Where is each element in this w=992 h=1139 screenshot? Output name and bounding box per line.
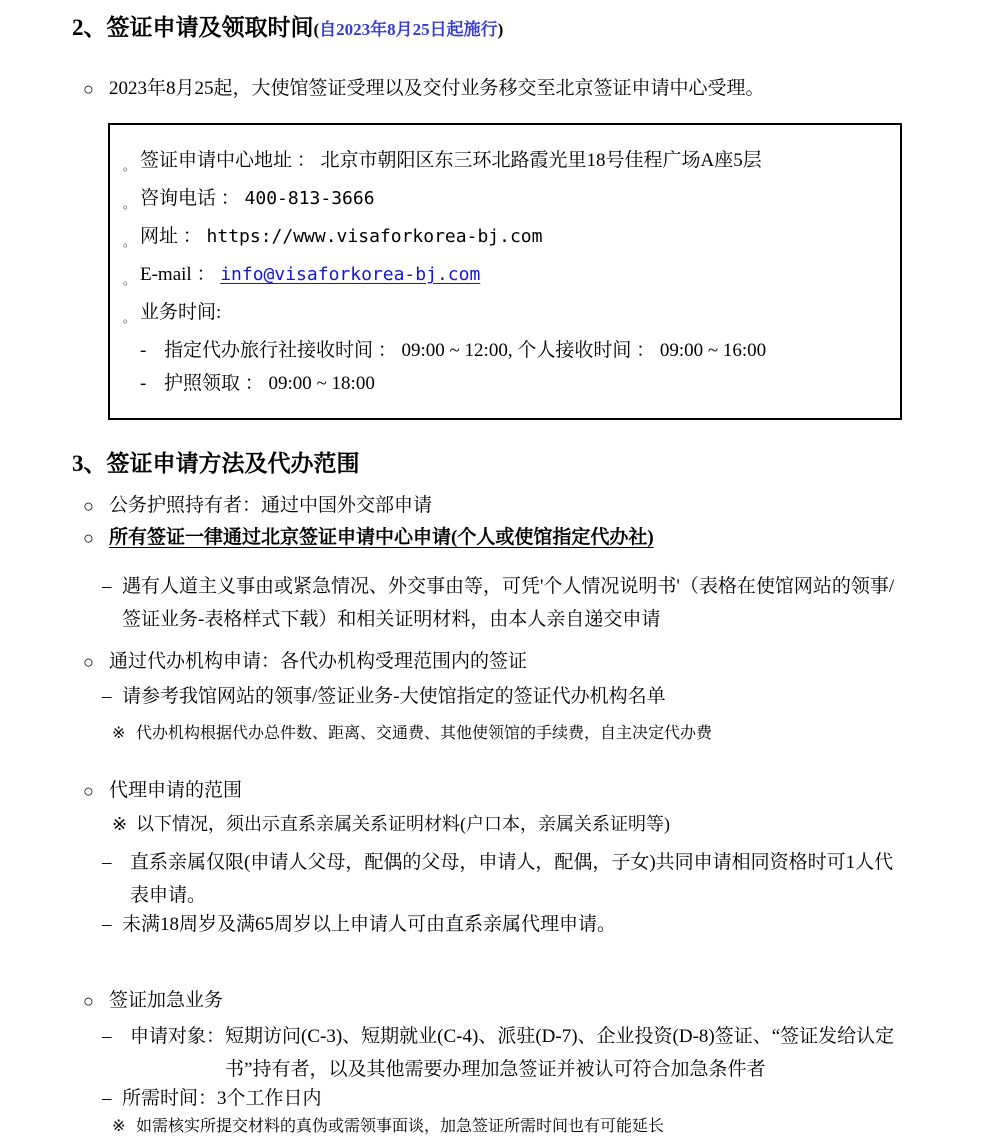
item-all-visa-text: 所有签证一律通过北京签证申请中心申请(个人或使馆指定代办社) <box>109 527 654 548</box>
item-express-target-label: 申请对象： <box>130 1026 226 1047</box>
item-agency-fee-note <box>112 722 910 746</box>
reference-mark-icon: ※ <box>112 1118 126 1135</box>
hours-line-2-text: 护照领取 ： 09:00 ~ 18:00 <box>164 373 375 394</box>
document-page <box>0 14 992 1135</box>
item-agency-fee-note-text: 代办机构根据代办总件数、距离、交通费、其他使领馆的手续费，自主决定代办费 <box>136 725 713 742</box>
dash-bullet-icon: – <box>102 576 112 597</box>
email-link[interactable]: info@visaforkorea-bj.com <box>220 264 481 285</box>
ideographic-bullet-icon: 。 <box>122 197 135 211</box>
dash-bullet-icon: – <box>102 1026 112 1047</box>
section-2-number: 2、 <box>72 15 107 40</box>
email-label: E-mail ： <box>140 264 221 285</box>
visa-center-info-box <box>108 123 902 420</box>
dash-bullet-icon: – <box>102 1088 112 1109</box>
address-label: 签证申请中心地址 ： <box>140 150 321 171</box>
section-3-title: 签证申请方法及代办范围 <box>106 451 360 476</box>
item-proxy-note-text: 以下情况，须出示直系亲属关系证明材料(户口本，亲属关系证明等) <box>136 814 670 834</box>
address-value: 北京市朝阳区东三环北路霞光里18号佳程广场A座5层 <box>320 150 762 171</box>
circle-bullet-icon: ○ <box>83 496 94 516</box>
note-paren-open: ( <box>313 20 320 39</box>
item-all-visa-detail <box>102 570 910 636</box>
circle-bullet-icon: ○ <box>83 652 94 672</box>
item-proxy-note <box>112 812 910 836</box>
intro-text: 2023年8月25起，大使馆签证受理以及交付业务移交至北京签证申请中心受理。 <box>109 78 765 99</box>
item-proxy-text: 代理申请的范围 <box>109 780 243 801</box>
info-box-email-line <box>118 265 882 290</box>
ideographic-bullet-icon: 。 <box>122 311 135 325</box>
item-proxy-family-text: 直系亲属仅限(申请人父母，配偶的父母，申请人，配偶，子女)共同申请相同资格时可1人代表申请。 <box>130 852 894 906</box>
item-proxy-age-text: 未满18周岁及满65周岁以上申请人可由直系亲属代理申请。 <box>122 914 617 935</box>
info-box-hours-line-2 <box>118 374 882 394</box>
item-agency-text: 通过代办机构申请：各代办机构受理范围内的签证 <box>109 651 528 672</box>
intro-line <box>83 77 910 101</box>
item-all-visa-detail-text: 遇有人道主义事由或紧急情况、外交事由等，可凭'个人情况说明书'（表格在使馆网站的领事/签证业务-表格样式下载）和相关证明材料，由本人亲自递交申请 <box>122 576 895 630</box>
circle-bullet-icon: ○ <box>83 528 94 548</box>
info-box-address-line <box>118 151 882 176</box>
item-express-time <box>102 1087 910 1111</box>
item-agency-ref-text: 请参考我馆网站的领事/签证业务-大使馆指定的签证代办机构名单 <box>122 686 666 707</box>
item-proxy-family <box>102 846 910 912</box>
dash-bullet-icon: - <box>140 340 147 361</box>
reference-mark-icon: ※ <box>112 725 126 742</box>
dash-bullet-icon: - <box>140 373 147 394</box>
phone-label: 咨询电话 ： <box>140 188 245 209</box>
website-value: https://www.visaforkorea-bj.com <box>206 226 543 247</box>
ideographic-bullet-icon: 。 <box>122 235 135 249</box>
info-box-hours-line-1 <box>118 341 882 361</box>
item-proxy <box>83 779 910 803</box>
website-label: 网址 ： <box>140 226 207 247</box>
ideographic-bullet-icon: 。 <box>122 273 135 287</box>
info-box-hours-label-line <box>118 303 882 328</box>
hours-line-1-text: 指定代办旅行社接收时间 ： 09:00 ~ 12:00, 个人接收时间 ： 09:00 ~ 16:00 <box>164 340 767 361</box>
item-agency-ref <box>102 685 910 709</box>
note-text: 自2023年8月25日起施行 <box>319 20 498 39</box>
reference-mark-icon: ※ <box>112 814 128 834</box>
item-express-time-text: 所需时间：3个工作日内 <box>122 1088 322 1109</box>
dash-bullet-icon: – <box>102 914 112 935</box>
dash-bullet-icon: – <box>102 852 112 873</box>
item-express-note-text: 如需核实所提交材料的真伪或需领事面谈，加急签证所需时间也有可能延长 <box>136 1118 665 1135</box>
info-box-phone-line <box>118 189 882 214</box>
hours-label: 业务时间: <box>140 302 222 323</box>
item-official-passport-text: 公务护照持有者：通过中国外交部申请 <box>109 495 433 516</box>
item-express-note <box>112 1115 910 1139</box>
item-express <box>83 989 910 1013</box>
section-3-number: 3、 <box>72 451 107 476</box>
ideographic-bullet-icon: 。 <box>122 159 135 173</box>
section-2-effective-note <box>314 20 504 39</box>
note-paren-close: ) <box>497 20 504 39</box>
circle-bullet-icon: ○ <box>83 79 94 99</box>
item-official-passport <box>83 494 910 518</box>
item-all-visa <box>83 526 910 550</box>
circle-bullet-icon: ○ <box>83 781 94 801</box>
dash-bullet-icon: – <box>102 686 112 707</box>
item-express-text: 签证加急业务 <box>109 990 224 1011</box>
section-3-heading <box>72 450 907 477</box>
item-express-target-text: 短期访问(C-3)、短期就业(C-4)、派驻(D-7)、企业投资(D-8)签证、“签证发给认定书”持有者，以及其他需要办理加急签证并被认可符合加急条件者 <box>225 1026 895 1080</box>
circle-bullet-icon: ○ <box>83 991 94 1011</box>
section-2-title: 签证申请及领取时间 <box>106 15 314 40</box>
item-agency <box>83 650 910 674</box>
phone-value: 400-813-3666 <box>244 188 375 209</box>
item-proxy-age <box>102 913 910 937</box>
section-2-heading <box>72 14 907 43</box>
info-box-website-line <box>118 227 882 252</box>
item-express-target <box>102 1020 910 1086</box>
